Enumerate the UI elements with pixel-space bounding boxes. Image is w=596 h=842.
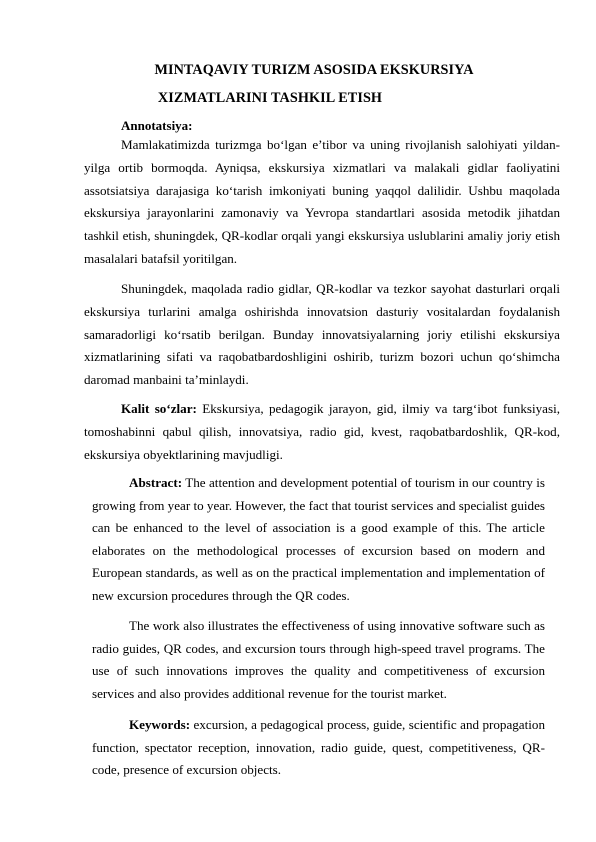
en-keywords-text: excursion, a pedagogical process, guide, scientific and propagation function, spectator reception, innovation, radio guide, quest, competitiveness, QR-code, presence of excursion objects. xyxy=(92,717,545,777)
annotation-paragraph-2: Shuningdek, maqolada radio gidlar, QR-kodlar va tezkor sayohat dasturlari orqali ekskursiya turlarini amalga oshirishda innovatsion dasturiy vositalardan foydalanish samaradorligi ko‘rsatib berilgan. Bunday innovatsiyalarning joriy etilishi ekskursiya xizmatlarining sifati va raqobatbardoshligini oshirib, turizm bozori uchun qo‘shimcha daromad manbaini ta’minlaydi. xyxy=(84,281,560,388)
uz-keywords-text: Ekskursiya, pedagogik jarayon, gid, ilmiy va targ‘ibot funksiyasi, tomoshabinni qabul qilish, innovatsiya, radio gid, kvest, raqobatbardoshlik, QR-kod, ekskursiya obyektlarining mavjudligi. xyxy=(84,401,561,462)
article-title-line-1: MINTAQAVIY TURIZM ASOSIDA EKSKURSIYA xyxy=(154,62,474,78)
abstract-paragraph-2: The work also illustrates the effectiveness of using innovative software such as radio guides, QR codes, and excursion tours through high-speed travel programs. The use of such innovations improves the quality and competitiveness of excursion services and also provides additional revenue for the tourist market. xyxy=(92,618,545,701)
en-keywords-paragraph xyxy=(92,714,545,782)
abstract-label: Abstract: xyxy=(129,475,183,490)
en-keywords-label: Keywords: xyxy=(129,717,191,732)
article-title-line-2: XIZMATLARINI TASHKIL ETISH xyxy=(157,90,383,106)
annotation-heading: Annotatsiya: xyxy=(121,118,193,133)
uz-keywords-paragraph xyxy=(84,398,560,466)
abstract-paragraph-1-text: The attention and development potential of tourism in our country is growing from year to year. However, the fact that tourist services and specialist guides can be enhanced to the level of association is a good example of this. The article elaborates on the methodological processes of excursion based on modern and European standards, as well as on the practical implementation and implementation of new excursion procedures through the QR codes. xyxy=(92,475,545,603)
uz-keywords-label: Kalit so‘zlar: xyxy=(121,401,197,416)
annotation-paragraph-1: Mamlakatimizda turizmga bo‘lgan e’tibor va uning rivojlanish salohiyati yildan-yilga ortib bormoqda. Ayniqsa, ekskursiya xizmatlari va malakali gidlar faoliyatini assotsiatsiya darajasiga ko‘tarish imkoniyati buning yaqqol dalilidir. Ushbu maqolada ekskursiya jarayonlarini zamonaviy va Yevropa standartlari asosida metodik jihatdan tashkil etish, shuningdek, QR-kodlar orqali yangi ekskursiya uslublarini amaliy joriy etish masalalari batafsil yoritilgan. xyxy=(84,137,560,266)
abstract-paragraph-1 xyxy=(92,472,545,607)
